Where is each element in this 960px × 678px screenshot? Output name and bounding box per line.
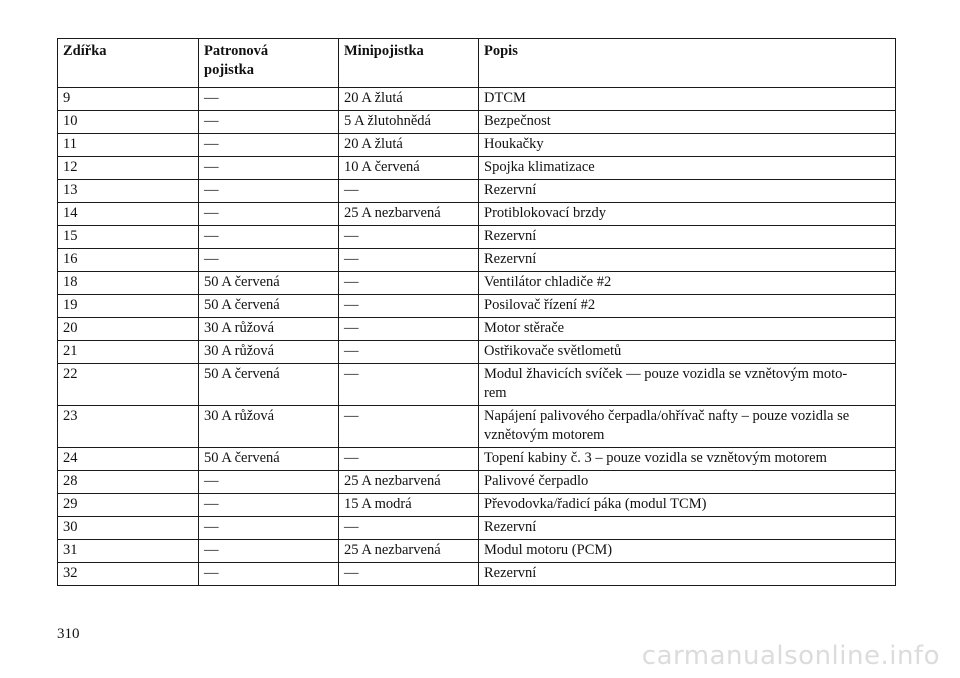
table-row (58, 249, 896, 272)
cell-zdirka: 13 (58, 180, 199, 203)
cell-zdirka: 20 (58, 318, 199, 341)
cell-zdirka: 15 (58, 226, 199, 249)
cell-popis (479, 364, 896, 406)
cell-patronova: — (199, 471, 339, 494)
cell-popis: Posilovač řízení #2 (479, 295, 896, 318)
page-number: 310 (57, 626, 80, 642)
cell-popis: Rezervní (479, 249, 896, 272)
cell-patronova: — (199, 540, 339, 563)
cell-popis: Bezpečnost (479, 111, 896, 134)
cell-minipojistka: 25 A nezbarvená (339, 203, 479, 226)
cell-zdirka: 19 (58, 295, 199, 318)
table-row (58, 272, 896, 295)
cell-minipojistka: — (339, 364, 479, 406)
table-row (58, 471, 896, 494)
cell-patronova: — (199, 111, 339, 134)
cell-minipojistka: — (339, 341, 479, 364)
cell-minipojistka: 5 A žlutohnědá (339, 111, 479, 134)
table-row (58, 540, 896, 563)
cell-minipojistka: 25 A nezbarvená (339, 471, 479, 494)
cell-patronova: 50 A červená (199, 272, 339, 295)
table-row (58, 494, 896, 517)
cell-patronova: — (199, 494, 339, 517)
cell-zdirka: 18 (58, 272, 199, 295)
header-zdirka: Zdířka (58, 39, 199, 88)
table-row (58, 203, 896, 226)
header-patronova (199, 39, 339, 88)
table-row (58, 111, 896, 134)
cell-minipojistka: — (339, 272, 479, 295)
cell-patronova: — (199, 180, 339, 203)
cell-popis-line1: Napájení palivového čerpadla/ohřívač nafty – pouze vozidla se (484, 408, 850, 424)
cell-popis: Protiblokovací brzdy (479, 203, 896, 226)
watermark-logo: carmanualsonline.info (641, 641, 940, 671)
cell-popis: Topení kabiny č. 3 – pouze vozidla se vznětovým motorem (479, 448, 896, 471)
table-row (58, 180, 896, 203)
cell-zdirka: 11 (58, 134, 199, 157)
table-row (58, 341, 896, 364)
cell-zdirka: 12 (58, 157, 199, 180)
cell-patronova: — (199, 517, 339, 540)
table-row (58, 318, 896, 341)
cell-patronova: 30 A růžová (199, 318, 339, 341)
cell-popis-line2: rem (484, 385, 507, 401)
cell-popis: Rezervní (479, 517, 896, 540)
cell-minipojistka: — (339, 295, 479, 318)
cell-zdirka: 23 (58, 406, 199, 448)
cell-zdirka: 22 (58, 364, 199, 406)
cell-patronova: — (199, 563, 339, 586)
cell-popis: Modul motoru (PCM) (479, 540, 896, 563)
cell-minipojistka: 10 A červená (339, 157, 479, 180)
cell-minipojistka: 20 A žlutá (339, 88, 479, 111)
cell-minipojistka: — (339, 563, 479, 586)
table-row (58, 448, 896, 471)
cell-zdirka: 30 (58, 517, 199, 540)
cell-patronova: 30 A růžová (199, 341, 339, 364)
table-row (58, 88, 896, 111)
cell-zdirka: 32 (58, 563, 199, 586)
cell-minipojistka: — (339, 180, 479, 203)
cell-popis: Houkačky (479, 134, 896, 157)
table-row (58, 563, 896, 586)
cell-minipojistka: — (339, 226, 479, 249)
cell-minipojistka: — (339, 406, 479, 448)
cell-zdirka: 24 (58, 448, 199, 471)
cell-zdirka: 10 (58, 111, 199, 134)
cell-patronova: 50 A červená (199, 364, 339, 406)
cell-popis: Rezervní (479, 226, 896, 249)
cell-popis: DTCM (479, 88, 896, 111)
fuse-table (57, 38, 896, 586)
cell-minipojistka: — (339, 318, 479, 341)
cell-popis: Ventilátor chladiče #2 (479, 272, 896, 295)
cell-patronova: — (199, 134, 339, 157)
cell-zdirka: 9 (58, 88, 199, 111)
cell-minipojistka: 25 A nezbarvená (339, 540, 479, 563)
cell-minipojistka: 15 A modrá (339, 494, 479, 517)
cell-minipojistka: — (339, 249, 479, 272)
table-row (58, 406, 896, 448)
cell-patronova: — (199, 157, 339, 180)
table-row (58, 157, 896, 180)
cell-popis-line1: Modul žhavicích svíček — pouze vozidla se vznětovým moto- (484, 366, 848, 382)
cell-patronova: 50 A červená (199, 295, 339, 318)
table-row (58, 134, 896, 157)
cell-zdirka: 28 (58, 471, 199, 494)
cell-zdirka: 16 (58, 249, 199, 272)
table-row (58, 295, 896, 318)
table-row (58, 517, 896, 540)
cell-zdirka: 14 (58, 203, 199, 226)
cell-zdirka: 21 (58, 341, 199, 364)
cell-patronova: — (199, 226, 339, 249)
cell-zdirka: 31 (58, 540, 199, 563)
cell-popis: Převodovka/řadicí páka (modul TCM) (479, 494, 896, 517)
table-row (58, 364, 896, 406)
header-patronova-line2: pojistka (204, 62, 254, 78)
cell-popis: Ostřikovače světlometů (479, 341, 896, 364)
header-popis: Popis (479, 39, 896, 88)
cell-patronova: 50 A červená (199, 448, 339, 471)
table-header-row (58, 39, 896, 88)
table-row (58, 226, 896, 249)
cell-patronova: — (199, 249, 339, 272)
cell-minipojistka: — (339, 517, 479, 540)
cell-patronova: — (199, 88, 339, 111)
cell-popis (479, 406, 896, 448)
header-minipojistka: Minipojistka (339, 39, 479, 88)
cell-popis: Rezervní (479, 180, 896, 203)
cell-popis: Motor stěrače (479, 318, 896, 341)
cell-patronova: — (199, 203, 339, 226)
cell-minipojistka: — (339, 448, 479, 471)
cell-minipojistka: 20 A žlutá (339, 134, 479, 157)
cell-zdirka: 29 (58, 494, 199, 517)
cell-popis: Rezervní (479, 563, 896, 586)
cell-popis: Spojka klimatizace (479, 157, 896, 180)
table-body (58, 88, 896, 586)
cell-popis-line2: vznětovým motorem (484, 427, 605, 443)
cell-popis: Palivové čerpadlo (479, 471, 896, 494)
cell-patronova: 30 A růžová (199, 406, 339, 448)
header-patronova-line1: Patronová (204, 43, 269, 59)
